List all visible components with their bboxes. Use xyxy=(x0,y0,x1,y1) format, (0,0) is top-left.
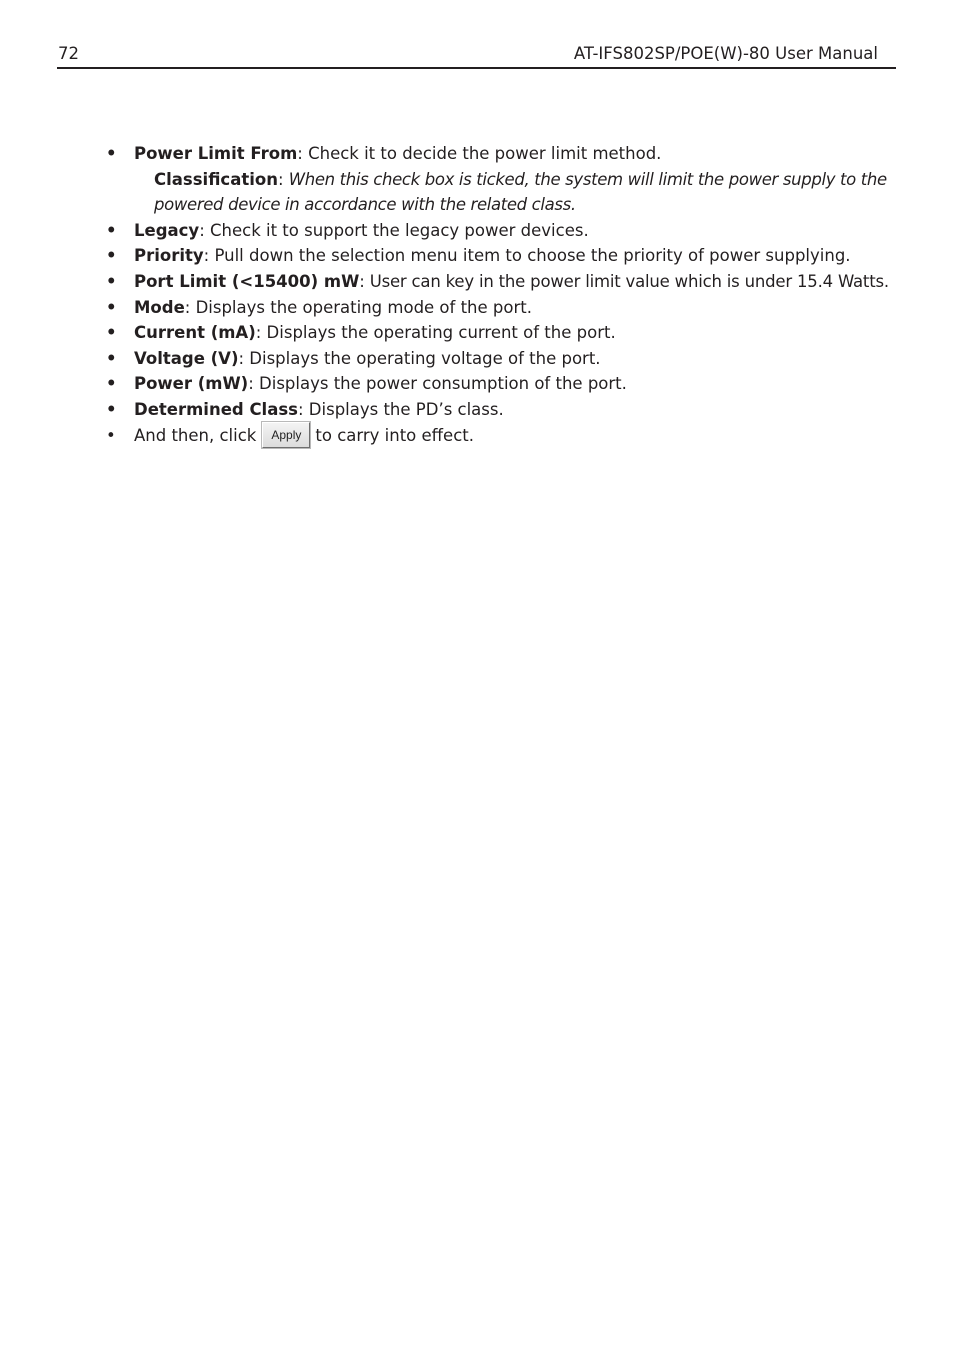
term-description: : Displays the operating current of the port. xyxy=(255,323,616,343)
term-label: Priority xyxy=(134,246,204,266)
bullet-icon: • xyxy=(106,399,117,419)
bullet-icon: • xyxy=(106,144,117,163)
page-header xyxy=(58,44,878,66)
term-label: Mode xyxy=(134,297,185,317)
instruction-text-after: to carry into effect. xyxy=(315,425,474,445)
term-label: Current (mA) xyxy=(134,323,256,343)
sub-term-description: When this check box is ticked, the system will limit the power supply to the powered device in accordance with the related class. xyxy=(154,169,887,215)
sub-item-classification xyxy=(134,167,894,218)
term-label: Power Limit From xyxy=(134,144,298,163)
term-label: Determined Class xyxy=(134,399,298,419)
field-description-list xyxy=(106,141,896,448)
term-label: Legacy xyxy=(134,220,200,240)
sub-term-separator: : xyxy=(277,169,289,189)
list-item-voltage xyxy=(106,346,896,372)
page-number: 72 xyxy=(58,44,79,63)
list-item-power-limit-from xyxy=(106,141,896,218)
term-description: : Displays the operating voltage of the port. xyxy=(238,348,601,368)
sub-term-label: Classification xyxy=(154,169,278,189)
bullet-icon: • xyxy=(106,297,117,317)
term-description: : User can key in the power limit value which is under 15.4 Watts. xyxy=(359,271,889,291)
page-content xyxy=(106,141,896,448)
list-item-power xyxy=(106,371,896,397)
term-description: : Pull down the selection menu item to choose the priority of power supplying. xyxy=(203,246,851,266)
bullet-icon: • xyxy=(106,246,117,266)
list-item-determined-class xyxy=(106,397,896,423)
term-label: Power (mW) xyxy=(134,374,249,394)
bullet-icon: • xyxy=(106,425,116,445)
list-item-mode xyxy=(106,295,896,321)
bullet-icon: • xyxy=(106,271,117,291)
instruction-text-before: And then, click xyxy=(134,425,257,445)
running-title: AT-IFS802SP/POE(W)-80 User Manual xyxy=(573,44,878,63)
apply-button[interactable]: Apply xyxy=(262,422,310,448)
list-item-current xyxy=(106,320,896,346)
term-description: : Check it to support the legacy power devices. xyxy=(199,220,589,240)
term-description: : Displays the PD’s class. xyxy=(298,399,504,419)
term-description: : Displays the power consumption of the port. xyxy=(248,374,627,394)
list-item-port-limit xyxy=(106,269,896,295)
header-rule xyxy=(57,67,896,69)
term-description: : Displays the operating mode of the port. xyxy=(184,297,532,317)
list-item-apply-instruction xyxy=(106,423,896,449)
term-label: Voltage (V) xyxy=(134,348,239,368)
list-item-legacy xyxy=(106,218,896,244)
list-item-priority xyxy=(106,243,896,269)
term-description: : Check it to decide the power limit method. xyxy=(297,144,662,163)
bullet-icon: • xyxy=(106,348,117,368)
bullet-icon: • xyxy=(106,323,117,343)
bullet-icon: • xyxy=(106,374,117,394)
bullet-icon: • xyxy=(106,220,117,240)
term-label: Port Limit (<15400) mW xyxy=(134,271,360,291)
